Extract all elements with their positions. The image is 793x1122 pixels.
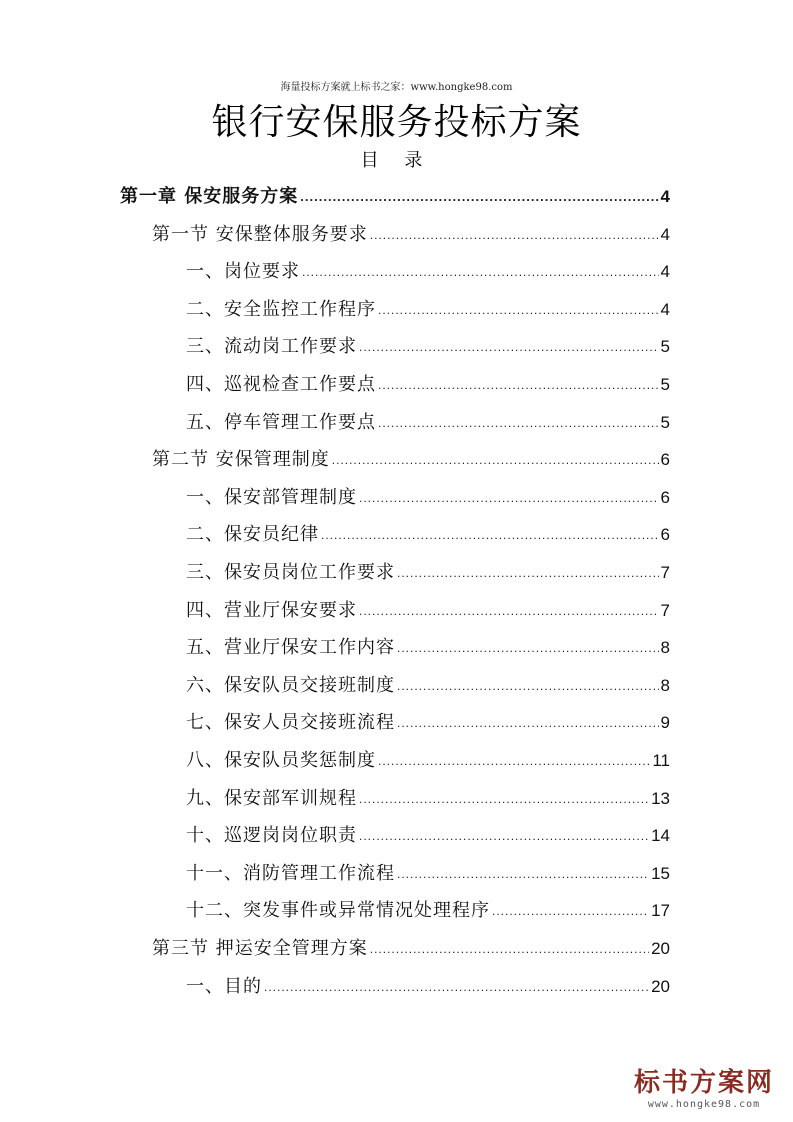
toc-entry-title: 七、保安人员交接班流程 (186, 712, 395, 733)
toc-entry-title: 九、保安部军训规程 (186, 788, 357, 809)
toc-entry[interactable] (186, 853, 670, 883)
toc-entry-page: 4 (660, 225, 670, 244)
toc-entry-title: 十一、消防管理工作流程 (186, 863, 395, 884)
toc-entry[interactable] (186, 326, 670, 356)
watermark (629, 1062, 779, 1110)
toc-entry-page: 6 (660, 450, 670, 469)
toc-entry[interactable] (186, 665, 670, 695)
toc-leader-dots (321, 529, 659, 544)
toc-entry[interactable] (152, 214, 670, 244)
toc-leader-dots (302, 266, 659, 281)
toc-entry-title: 第二节 安保管理制度 (152, 449, 330, 470)
toc-entry[interactable] (186, 966, 670, 996)
toc-entry[interactable] (186, 815, 670, 845)
toc-entry-title: 一、目的 (186, 976, 262, 997)
toc-entry[interactable] (186, 364, 670, 394)
toc-entry-page: 5 (660, 375, 670, 394)
toc-entry-title: 十、巡逻岗岗位职责 (186, 825, 357, 846)
toc-entry-page: 15 (651, 864, 670, 883)
toc-entry-title: 八、保安队员奖惩制度 (186, 750, 376, 771)
toc-entry-title: 六、保安队员交接班制度 (186, 675, 395, 696)
toc-entry-title: 五、停车管理工作要点 (186, 412, 376, 433)
header-note: 海量投标方案就上标书之家：www.hongke98.com (280, 82, 513, 93)
toc-entry-page: 20 (651, 977, 670, 996)
toc-entry-title: 五、营业厅保安工作内容 (186, 637, 395, 658)
toc-leader-dots (397, 567, 659, 582)
toc-leader-dots (359, 341, 659, 356)
toc-entry-page: 4 (660, 300, 670, 319)
toc-entry-page: 6 (660, 488, 670, 507)
toc-entry-page: 9 (660, 713, 670, 732)
toc-entry-page: 7 (660, 563, 670, 582)
watermark-name: 标书方案网 (633, 1068, 774, 1098)
toc-entry-title: 第一章 保安服务方案 (120, 186, 299, 207)
toc-entry-page: 5 (660, 337, 670, 356)
toc-leader-dots (397, 868, 649, 883)
toc-entry[interactable] (186, 702, 670, 732)
toc-leader-dots (397, 642, 659, 657)
toc-leader-dots (397, 717, 659, 732)
toc-entry-page: 5 (660, 413, 670, 432)
toc-entry[interactable] (186, 627, 670, 657)
toc-leader-dots (370, 943, 649, 958)
toc-entry[interactable] (186, 590, 670, 620)
toc-leader-dots (370, 229, 659, 244)
toc-entry[interactable] (186, 251, 670, 281)
toc-entry-page: 4 (660, 187, 670, 206)
toc-entry[interactable] (152, 439, 670, 469)
toc-leader-dots (359, 793, 649, 808)
toc-entry[interactable] (186, 514, 670, 544)
toc-entry[interactable] (186, 740, 670, 770)
toc-entry[interactable] (186, 778, 670, 808)
toc-leader-dots (359, 492, 659, 507)
toc-entry-page: 20 (651, 939, 670, 958)
document-title: 银行安保服务投标方案 (211, 102, 582, 143)
toc-entry-page: 4 (660, 262, 670, 281)
toc-leader-dots (359, 830, 649, 845)
toc-leader-dots (300, 190, 658, 206)
toc-entry-page: 8 (660, 676, 670, 695)
toc-entry-page: 13 (651, 789, 670, 808)
toc-entry-title: 三、流动岗工作要求 (186, 336, 357, 357)
toc-leader-dots (397, 680, 659, 695)
toc-leader-dots (264, 981, 649, 996)
toc-entry-title: 二、安全监控工作程序 (186, 299, 376, 320)
toc-leader-dots (359, 605, 659, 620)
toc-entry-title: 一、岗位要求 (186, 261, 300, 282)
toc-leader-dots (378, 304, 659, 319)
toc-entry[interactable] (186, 890, 670, 920)
toc-entry-title: 一、保安部管理制度 (186, 487, 357, 508)
toc-leader-dots (378, 379, 659, 394)
toc-heading: 目 录 (360, 150, 433, 171)
toc-leader-dots (492, 905, 649, 920)
toc-entry-page: 6 (660, 525, 670, 544)
toc-entry-title: 十二、突发事件或异常情况处理程序 (186, 900, 490, 921)
toc-entry[interactable] (120, 176, 670, 206)
toc-leader-dots (332, 454, 659, 469)
toc-entry-page: 8 (660, 638, 670, 657)
toc-entry-title: 四、营业厅保安要求 (186, 600, 357, 621)
toc-entry[interactable] (186, 552, 670, 582)
toc-entry-title: 三、保安员岗位工作要求 (186, 562, 395, 583)
toc-entry[interactable] (186, 477, 670, 507)
toc-entry-title: 二、保安员纪律 (186, 524, 319, 545)
toc-entry-title: 第一节 安保整体服务要求 (152, 224, 368, 245)
toc-entry-page: 17 (651, 901, 670, 920)
toc-entry[interactable] (152, 928, 670, 958)
toc-leader-dots (378, 417, 659, 432)
toc-leader-dots (378, 755, 650, 770)
toc-entry[interactable] (186, 402, 670, 432)
toc-entry-page: 14 (651, 826, 670, 845)
watermark-url: www.hongke98.com (647, 1099, 761, 1110)
toc-entry-page: 11 (652, 751, 670, 770)
toc-entry-title: 第三节 押运安全管理方案 (152, 938, 368, 959)
toc-entry-title: 四、巡视检查工作要点 (186, 374, 376, 395)
toc-entry[interactable] (186, 289, 670, 319)
toc-entry-page: 7 (660, 601, 670, 620)
